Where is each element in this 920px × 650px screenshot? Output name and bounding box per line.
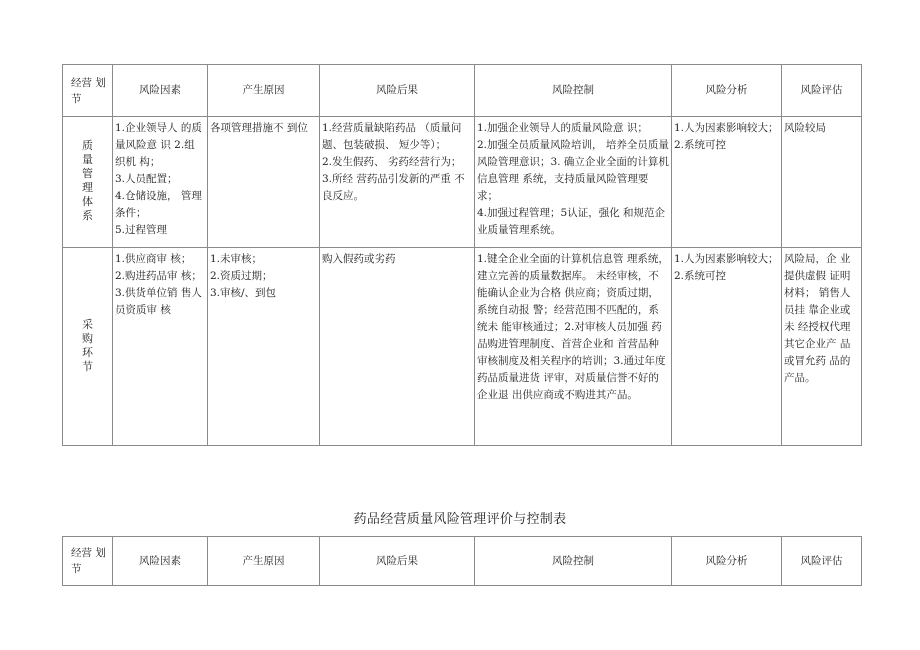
factors-cell xyxy=(113,248,208,446)
causes-cell xyxy=(208,248,320,446)
table-row xyxy=(63,248,862,446)
header-controls: 风险控制 xyxy=(475,537,672,586)
analysis-item: 2.系统可控 xyxy=(674,139,727,151)
assessment-item: 风险较局 xyxy=(784,122,826,134)
risk-table-top xyxy=(62,64,862,446)
analysis-item: 1.人为因素影响较大； xyxy=(674,253,779,265)
header-stage-line2: 节 xyxy=(71,92,82,105)
cause-item: 1.未审核； xyxy=(210,253,263,265)
header-analysis: 风险分析 xyxy=(672,537,782,586)
risk-table-bottom xyxy=(62,536,862,586)
factor-item: 3.人员配置； xyxy=(115,173,178,185)
table-row xyxy=(63,117,862,248)
header-stage-line1: 经营 划 xyxy=(71,547,106,559)
control-item: 2.加强全员质量风险培训， 培养全员质量风险管理意识；3. 确立企业全面的计算机信息管理 系统，支持质量风险管理要求； xyxy=(477,139,669,202)
factor-item: 3.供货单位销 售人员资质审 核 xyxy=(115,287,202,316)
consequences-cell xyxy=(320,117,475,248)
consequence-item: 购入假药或劣药 xyxy=(322,253,396,265)
header-consequences: 风险后果 xyxy=(320,65,475,117)
analysis-item: 1.人为因素影响较大； xyxy=(674,122,779,134)
factor-item: 1.供应商审 核； xyxy=(115,253,192,265)
consequence-item: 3.所经 营药品引发新的严重 不 良反应。 xyxy=(322,173,465,202)
header-factors: 风险因素 xyxy=(113,537,208,586)
header-stage-line2: 节 xyxy=(71,563,82,575)
factor-item: 5.过程管理 xyxy=(115,224,168,236)
factor-item: 1.企业领导人 的质量风险意 识 2.组织机 构； xyxy=(115,122,202,168)
header-stage xyxy=(63,537,113,586)
cause-item: 各项管理措施不 到位 xyxy=(210,122,308,134)
consequence-item: 2.发生假药、 劣药经营行为； xyxy=(322,156,462,168)
stage-label: 采购环节 xyxy=(82,317,93,373)
consequences-cell xyxy=(320,248,475,446)
header-factors: 风险因素 xyxy=(113,65,208,117)
control-item: 1.加强企业领导人的质量风险意 识； xyxy=(477,122,648,134)
controls-cell xyxy=(475,117,672,248)
stage-label: 质量管理体系 xyxy=(82,139,93,222)
assessment-cell xyxy=(782,117,862,248)
factor-item: 4.仓储设施， 管理条件； xyxy=(115,190,202,219)
factor-item: 2.购进药品审 核； xyxy=(115,270,202,282)
header-consequences: 风险后果 xyxy=(320,537,475,586)
factors-cell xyxy=(113,117,208,248)
header-causes: 产生原因 xyxy=(208,65,320,117)
stage-cell xyxy=(63,248,113,446)
header-causes: 产生原因 xyxy=(208,537,320,586)
analysis-cell xyxy=(672,248,782,446)
header-row xyxy=(63,537,862,586)
controls-cell xyxy=(475,248,672,446)
cause-item: 2.资质过期； xyxy=(210,270,273,282)
header-stage-line1: 经营 划 xyxy=(71,76,106,89)
consequence-item: 1.经营质量缺陷药品 （质量问题、包装破损、 短少等）； xyxy=(322,122,462,151)
stage-cell xyxy=(63,117,113,248)
assessment-item: 风险局，企 业提供虚假 证明材料； 销售人员挂 靠企业或未 经授权代理其它企业产 品或冒允药 品的产品。 xyxy=(784,253,851,384)
causes-cell xyxy=(208,117,320,248)
header-assessment: 风险评估 xyxy=(782,537,862,586)
control-item: 1.键全企业全面的计算机信息管 理系统，建立完善的质量数据库。 未经审核，不能确认企业为合格 供应商；资质过期，系统自动报 警；经营范围不匹配的，系统未 能审核通过；2.对审核人员加强 药品购进管理制度、首营企业和 首营品种审核制度及相关程序的培训；3.通过年度药品质量进货 评审，对质量信誉不好的企业退 出供应商或不购进其产品。 xyxy=(477,253,669,401)
control-item: 4.加强过程管理；5认证，强化 和规范企业质量管理系统。 xyxy=(477,207,666,236)
analysis-item: 2.系统可控 xyxy=(674,270,727,282)
header-row xyxy=(63,65,862,117)
assessment-cell xyxy=(782,248,862,446)
section-title: 药品经营质量风险管理评价与控制表 xyxy=(353,512,567,527)
header-assessment: 风险评估 xyxy=(782,65,862,117)
header-stage xyxy=(63,65,113,117)
analysis-cell xyxy=(672,117,782,248)
cause-item: 3.审核/、到包 xyxy=(210,287,277,299)
header-controls: 风险控制 xyxy=(475,65,672,117)
header-analysis: 风险分析 xyxy=(672,65,782,117)
